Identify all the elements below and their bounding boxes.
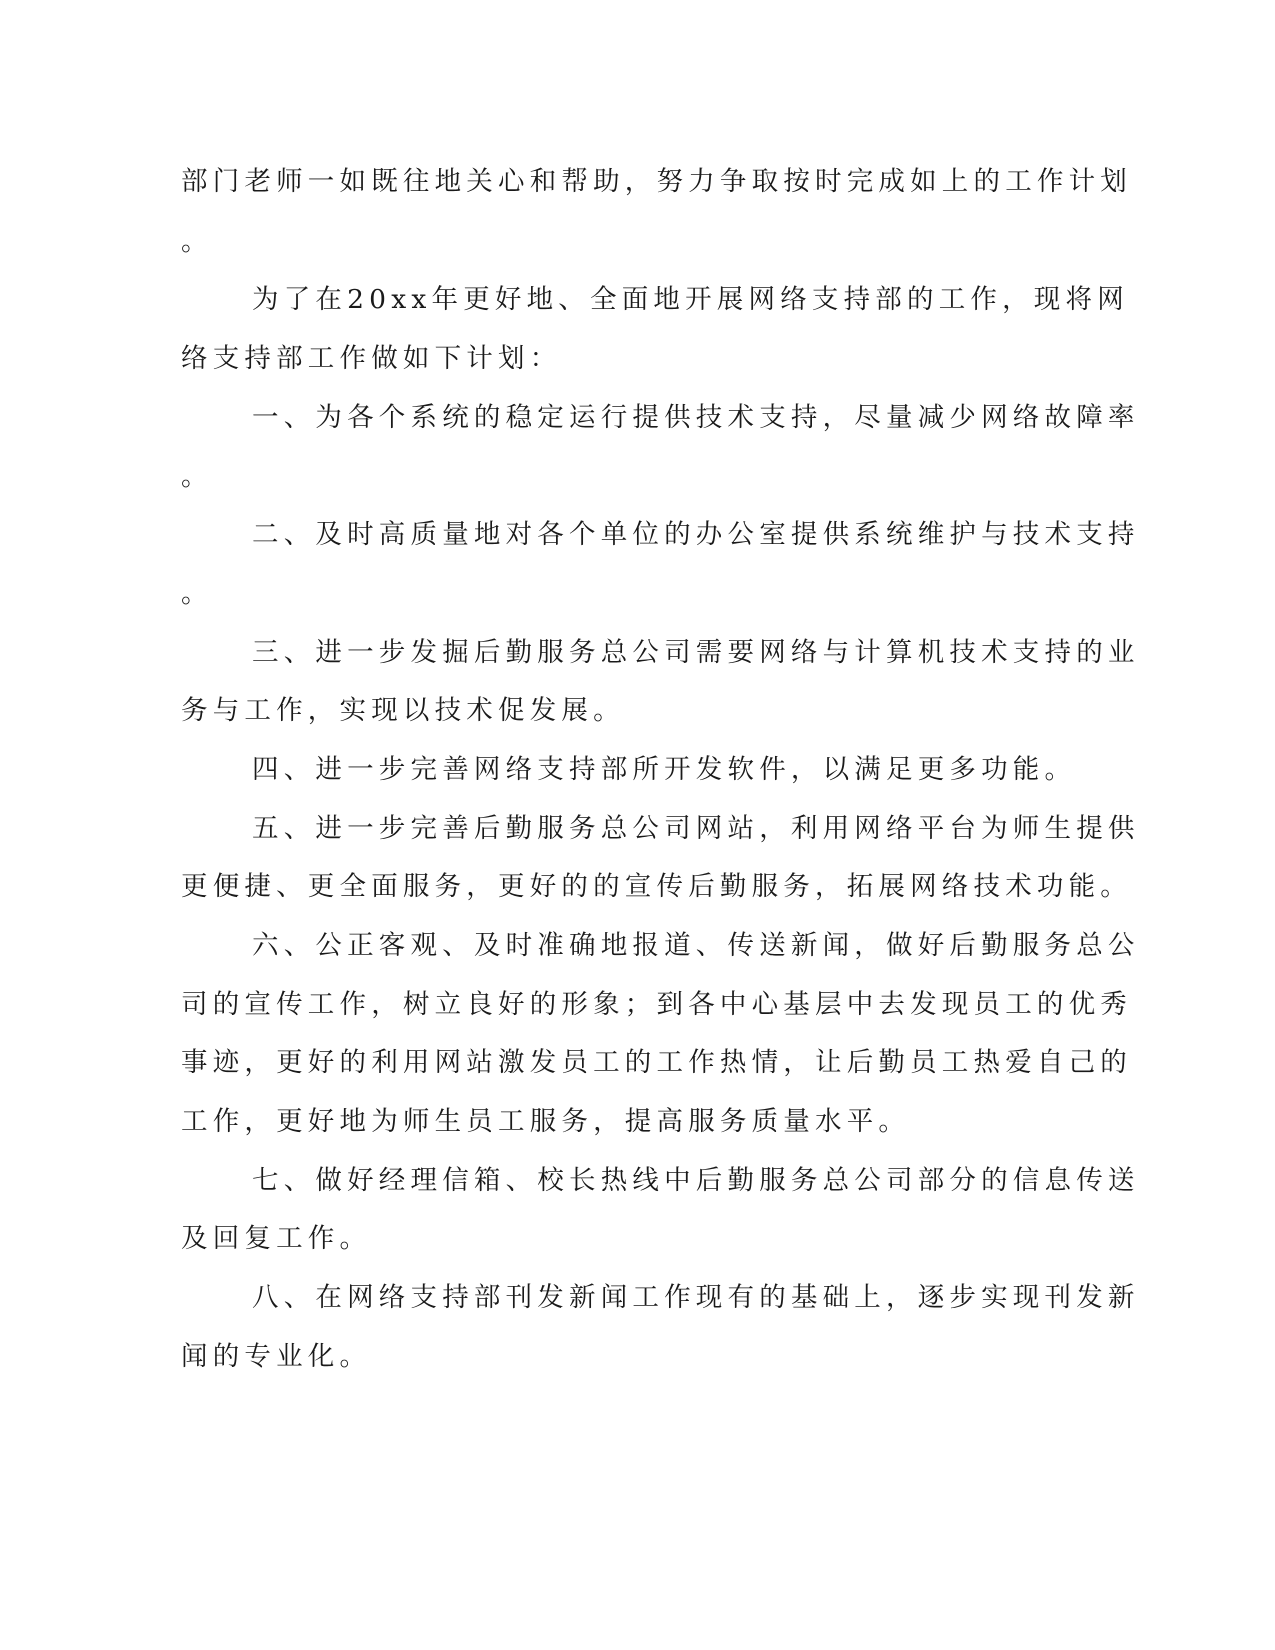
text-line: 二、及时高质量地对各个单位的办公室提供系统维护与技术支持 — [252, 519, 1140, 550]
text-line: 闻的专业化。 — [181, 1341, 372, 1372]
text-line: 司的宣传工作，树立良好的形象；到各中心基层中去发现员工的优秀 — [181, 989, 1132, 1020]
text-line: 更便捷、更全面服务，更好的的宣传后勤服务，拓展网络技术功能。 — [181, 871, 1132, 902]
text-line: 务与工作，实现以技术促发展。 — [181, 695, 625, 726]
text-line: 五、进一步完善后勤服务总公司网站，利用网络平台为师生提供 — [252, 813, 1140, 844]
text-line: 四、进一步完善网络支持部所开发软件，以满足更多功能。 — [252, 754, 1077, 785]
text-line: 六、公正客观、及时准确地报道、传送新闻，做好后勤服务总公 — [252, 930, 1140, 961]
text-line: 七、做好经理信箱、校长热线中后勤服务总公司部分的信息传送 — [252, 1165, 1140, 1196]
text-line: 络支持部工作做如下计划： — [181, 343, 562, 374]
text-line: 三、进一步发掘后勤服务总公司需要网络与计算机技术支持的业 — [252, 637, 1140, 668]
text-line: 一、为各个系统的稳定运行提供技术支持，尽量减少网络故障率 — [252, 402, 1140, 433]
text-line: 工作，更好地为师生员工服务，提高服务质量水平。 — [181, 1106, 911, 1137]
text-line: 及回复工作。 — [181, 1223, 372, 1254]
text-line: 。 — [181, 578, 213, 609]
text-line: 。 — [181, 226, 213, 257]
text-line: 事迹，更好的利用网站激发员工的工作热情，让后勤员工热爱自己的 — [181, 1047, 1132, 1078]
text-line: 部门老师一如既往地关心和帮助，努力争取按时完成如上的工作计划 — [181, 166, 1132, 197]
text-line: 八、在网络支持部刊发新闻工作现有的基础上，逐步实现刊发新 — [252, 1282, 1140, 1313]
text-line: 为了在20xx年更好地、全面地开展网络支持部的工作，现将网 — [252, 284, 1129, 315]
text-line: 。 — [181, 461, 213, 492]
